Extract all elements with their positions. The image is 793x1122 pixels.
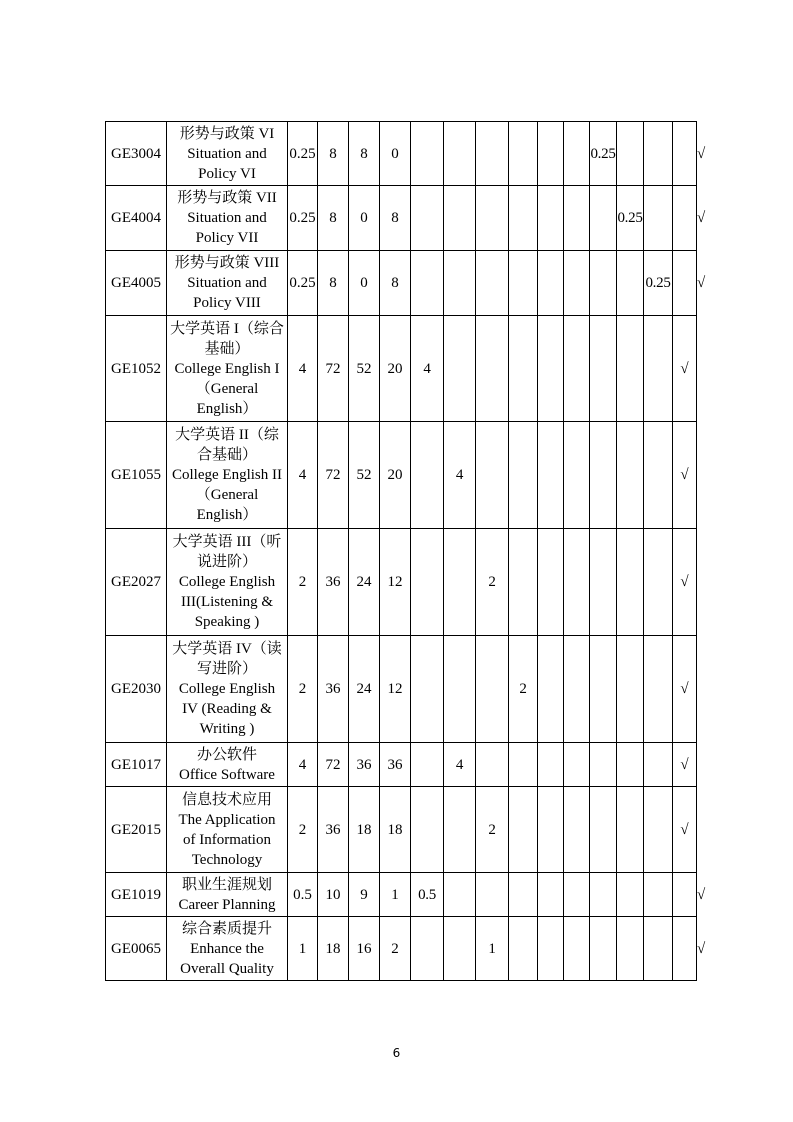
semester-6-cell [564,186,590,251]
assessment-exam-cell: √ [673,316,697,422]
semester-7-cell [590,873,617,917]
semester-4-cell: 2 [509,636,538,743]
semester-2-cell: 4 [444,743,476,787]
credits-cell: 1 [288,917,318,981]
semester-8-cell: 0.25 [617,186,644,251]
assessment-exam-cell [673,873,697,917]
course-code: GE2030 [106,636,167,743]
credits-cell: 2 [288,529,318,636]
semester-1-cell [411,422,444,529]
semester-2-cell [444,917,476,981]
semester-4-cell [509,122,538,186]
semester-9-cell [644,122,673,186]
semester-1-cell [411,636,444,743]
page-number: 6 [392,1046,401,1060]
semester-1-cell [411,787,444,873]
semester-2-cell [444,529,476,636]
semester-8-cell [617,422,644,529]
course-name-line: College English II [172,467,282,483]
total-hours-cell: 72 [318,316,349,422]
table-body [106,122,706,981]
semester-3-cell [476,316,509,422]
semester-9-cell [644,636,673,743]
course-name-line: College English I [174,360,280,377]
course-name [167,122,288,186]
course-name-line: 大学英语 II（综 [175,427,279,443]
semester-3-cell: 1 [476,917,509,981]
semester-3-cell [476,873,509,917]
credits-cell: 2 [288,636,318,743]
semester-5-cell [538,787,564,873]
course-name-line: Policy VII [195,230,259,246]
practice-hours-cell: 20 [380,422,411,529]
total-hours-cell: 18 [318,917,349,981]
course-name [167,917,288,981]
course-name-line: 形势与政策 VII [177,190,277,206]
semester-2-cell [444,122,476,186]
course-name [167,743,288,787]
course-name-line: The Application [178,811,276,828]
semester-4-cell [509,186,538,251]
course-name-line: Technology [191,851,263,868]
semester-3-cell [476,422,509,529]
semester-5-cell [538,316,564,422]
assessment-exam-cell: √ [673,787,697,873]
course-name-line: 基础） [204,340,250,357]
theory-hours-cell: 52 [349,316,380,422]
practice-hours-cell: 8 [380,251,411,316]
course-code: GE4005 [106,251,167,316]
practice-hours-cell: 2 [380,917,411,981]
semester-8-cell [617,743,644,787]
course-name-line: 大学英语 I（综合 [170,320,284,337]
course-code: GE3004 [106,122,167,186]
total-hours-cell: 72 [318,422,349,529]
course-name-line: 说进阶） [196,554,257,570]
semester-8-cell [617,636,644,743]
semester-6-cell [564,122,590,186]
course-name-line: English） [196,507,258,523]
semester-9-cell [644,917,673,981]
course-name-line: Situation and [187,145,267,162]
semester-8-cell [617,122,644,186]
course-code: GE1052 [106,316,167,422]
course-name-line: Office Software [179,766,275,783]
course-name-line: Writing ) [199,721,255,737]
semester-7-cell [590,251,617,316]
semester-8-cell [617,917,644,981]
table-row [106,636,697,743]
table-row [106,316,697,422]
semester-4-cell [509,529,538,636]
course-name-line: 形势与政策 VIII [174,255,280,271]
course-name-line: Policy VI [198,165,256,182]
course-name-line: IV (Reading & [182,701,272,717]
course-name-line: 大学英语 IV（读 [172,641,282,657]
course-name-line: 形势与政策 VI [179,125,275,142]
semester-2-cell [444,316,476,422]
semester-1-cell [411,122,444,186]
practice-hours-cell: 20 [380,316,411,422]
course-name-line: College English [178,574,276,590]
semester-7-cell [590,186,617,251]
course-name [167,186,288,251]
assessment-exam-cell [673,186,697,251]
semester-6-cell [564,917,590,981]
course-name-line: 综合素质提升 [181,920,272,937]
course-name-line: Situation and [187,210,267,226]
semester-7-cell [590,529,617,636]
assessment-exam-cell: √ [673,743,697,787]
semester-6-cell [564,743,590,787]
table-row: GE3004 形势与政策 VI Situation and Policy VI 0.25 8 8 0 0.25 √ [106,122,697,186]
semester-6-cell [564,636,590,743]
semester-9-cell [644,873,673,917]
semester-4-cell [509,422,538,529]
total-hours-cell: 72 [318,743,349,787]
assessment-exam-cell: √ [673,422,697,529]
course-name-line: 大学英语 III（听 [172,534,282,550]
semester-8-cell [617,873,644,917]
semester-2-cell [444,636,476,743]
theory-hours-cell: 18 [349,787,380,873]
total-hours-cell: 36 [318,529,349,636]
semester-5-cell [538,743,564,787]
semester-9-cell [644,529,673,636]
theory-hours-cell: 52 [349,422,380,529]
semester-3-cell [476,743,509,787]
course-code: GE1055 [106,422,167,529]
semester-2-cell [444,787,476,873]
course-name-line: of Information [183,831,271,848]
semester-4-cell [509,251,538,316]
total-hours-cell: 8 [318,186,349,251]
semester-7-cell [590,743,617,787]
total-hours-cell: 8 [318,122,349,186]
semester-2-cell: 4 [444,422,476,529]
credits-cell: 4 [288,316,318,422]
course-code: GE2015 [106,787,167,873]
course-code: GE1017 [106,743,167,787]
course-name-line: （General [195,487,259,503]
table-row [106,529,697,636]
course-name [167,529,288,636]
table-row [106,422,697,529]
assessment-exam-cell: √ [673,529,697,636]
course-name-line: Career Planning [178,896,276,913]
semester-4-cell [509,316,538,422]
semester-4-cell [509,917,538,981]
course-name-line: College English [178,681,276,697]
semester-9-cell: 0.25 [644,251,673,316]
semester-6-cell [564,529,590,636]
semester-1-cell: 4 [411,316,444,422]
course-code: GE1019 [106,873,167,917]
assessment-exam-cell [673,251,697,316]
semester-3-cell [476,186,509,251]
semester-9-cell [644,787,673,873]
course-name-line: Situation and [187,275,267,291]
practice-hours-cell: 12 [380,636,411,743]
table-row: GE1019 职业生涯规划 Career Planning 0.5 10 9 1 0.5 √ [106,873,697,917]
credits-cell: 0.5 [288,873,318,917]
semester-1-cell [411,186,444,251]
credits-cell: 4 [288,743,318,787]
table-row: GE0065 综合素质提升 Enhance the Overall Quality 1 18 16 2 1 √ [106,917,697,981]
semester-3-cell: 2 [476,529,509,636]
semester-7-cell [590,422,617,529]
table-row [106,787,697,873]
semester-5-cell [538,122,564,186]
semester-3-cell [476,251,509,316]
credits-cell: 0.25 [288,122,318,186]
course-code: GE2027 [106,529,167,636]
course-name [167,422,288,529]
total-hours-cell: 10 [318,873,349,917]
semester-3-cell: 2 [476,787,509,873]
semester-3-cell [476,636,509,743]
practice-hours-cell: 12 [380,529,411,636]
semester-5-cell [538,422,564,529]
table-row: GE4005 形势与政策 VIII Situation and Policy VIII 0.25 8 0 8 0.25 √ [106,251,697,316]
credits-cell: 0.25 [288,186,318,251]
semester-6-cell [564,787,590,873]
semester-7-cell [590,917,617,981]
semester-5-cell [538,186,564,251]
course-name-line: Enhance the [190,940,264,957]
course-name-line: 信息技术应用 [181,791,272,808]
course-code: GE4004 [106,186,167,251]
total-hours-cell: 36 [318,787,349,873]
semester-9-cell [644,186,673,251]
semester-5-cell [538,529,564,636]
semester-7-cell [590,636,617,743]
course-name-line: 办公软件 [196,746,257,763]
semester-9-cell [644,316,673,422]
course-name [167,787,288,873]
table-row [106,743,697,787]
course-name-line: 职业生涯规划 [181,876,272,893]
semester-6-cell [564,873,590,917]
semester-2-cell [444,186,476,251]
semester-2-cell [444,873,476,917]
semester-3-cell [476,122,509,186]
table-row: GE4004 形势与政策 VII Situation and Policy VII 0.25 8 0 8 0.25 √ [106,186,697,251]
semester-7-cell [590,316,617,422]
practice-hours-cell: 18 [380,787,411,873]
credits-cell: 2 [288,787,318,873]
course-name [167,316,288,422]
theory-hours-cell: 24 [349,636,380,743]
semester-1-cell [411,529,444,636]
course-name [167,873,288,917]
semester-1-cell [411,251,444,316]
course-name-line: Policy VIII [193,295,261,311]
course-name-line: III(Listening & [180,594,274,610]
credits-cell: 0.25 [288,251,318,316]
course-name-line: Speaking ) [194,614,260,630]
theory-hours-cell: 24 [349,529,380,636]
semester-7-cell [590,787,617,873]
practice-hours-cell: 1 [380,873,411,917]
theory-hours-cell: 0 [349,186,380,251]
course-name-line: Overall Quality [180,960,274,977]
semester-4-cell [509,873,538,917]
semester-9-cell [644,743,673,787]
theory-hours-cell: 9 [349,873,380,917]
semester-6-cell [564,251,590,316]
total-hours-cell: 8 [318,251,349,316]
practice-hours-cell: 36 [380,743,411,787]
semester-6-cell [564,316,590,422]
curriculum-table [105,121,706,981]
course-name-line: 合基础） [196,447,257,463]
semester-5-cell [538,873,564,917]
assessment-exam-cell: √ [673,636,697,743]
course-name-line: English） [196,400,258,417]
total-hours-cell: 36 [318,636,349,743]
semester-5-cell [538,636,564,743]
semester-1-cell [411,743,444,787]
semester-1-cell [411,917,444,981]
practice-hours-cell: 8 [380,186,411,251]
semester-1-cell: 0.5 [411,873,444,917]
semester-8-cell [617,787,644,873]
theory-hours-cell: 36 [349,743,380,787]
theory-hours-cell: 8 [349,122,380,186]
practice-hours-cell: 0 [380,122,411,186]
course-name-line: 写进阶） [196,661,257,677]
credits-cell: 4 [288,422,318,529]
course-name [167,251,288,316]
semester-2-cell [444,251,476,316]
course-name-line: （General [195,380,259,397]
semester-8-cell [617,529,644,636]
semester-6-cell [564,422,590,529]
course-code: GE0065 [106,917,167,981]
theory-hours-cell: 16 [349,917,380,981]
semester-4-cell [509,743,538,787]
semester-5-cell [538,251,564,316]
assessment-exam-cell [673,917,697,981]
semester-5-cell [538,917,564,981]
semester-4-cell [509,787,538,873]
semester-8-cell [617,251,644,316]
semester-9-cell [644,422,673,529]
theory-hours-cell: 0 [349,251,380,316]
semester-7-cell: 0.25 [590,122,617,186]
semester-8-cell [617,316,644,422]
assessment-exam-cell [673,122,697,186]
course-name [167,636,288,743]
